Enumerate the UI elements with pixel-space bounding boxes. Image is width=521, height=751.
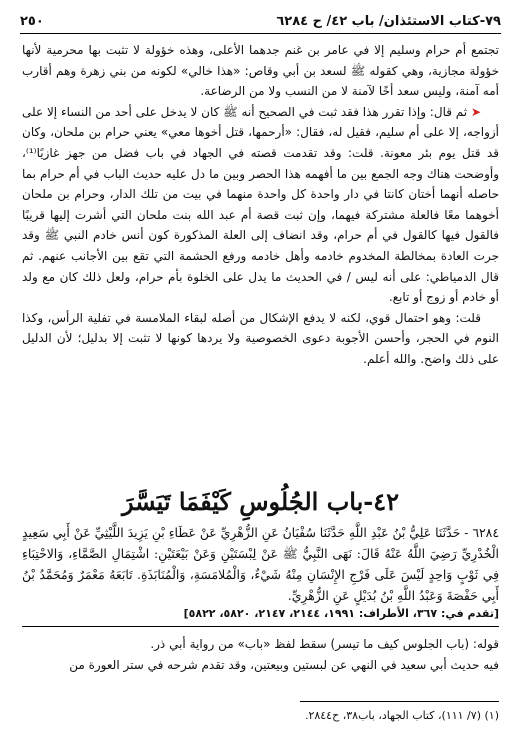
- body-text: [22, 40, 499, 370]
- hadith-paragraph: ٦٢٨٤ - حَدَّثَنَا عَلِيُّ بْنُ عَبْدِ اللَّهِ حَدَّثَنَا سُفْيَانُ عَنِ الزُّهْرِيِّ عَنْ عَطَاءِ بْنِ يَزِيدَ اللَّيْثِيِّ عَنْ أَبِي سَعِيدٍ الْخُدْرِيِّ رَضِيَ اللَّهُ عَنْهُ قَالَ: نَهَى النَّبِيُّ ﷺ عَنْ لِبْسَتَيْنِ وَعَنْ بَيْعَتَيْنِ: اشْتِمَالِ الصَّمَّاءِ، وَالاحْتِبَاءِ فِي ثَوْبٍ وَاحِدٍ لَيْسَ عَلَى فَرْجِ الإِنْسَانِ مِنْهُ شَيْءٌ، وَالْمُلامَسَةِ، وَالْمُنَابَذَةِ. تَابَعَهُ مَعْمَرٌ وَمُحَمَّدُ بْنُ أَبِي حَفْصَةَ وَعَبْدُ اللَّهِ بْنُ بُدَيْلٍ عَنِ الزُّهْرِيِّ.: [22, 525, 499, 603]
- chapter-title: ٤٢-باب الجُلُوسِ كَيْفَمَا تَيَسَّرَ: [121, 487, 400, 516]
- paragraph-2: [22, 102, 499, 308]
- page-number: ٢٥٠: [20, 13, 44, 29]
- commentary: [22, 634, 499, 676]
- cross-reference: [تقدم في: ٣٦٧، الأطراف: ١٩٩١، ٢١٤٤، ٢١٤٧، ٥٨٢٠، ٥٨٢٢]: [183, 607, 499, 620]
- separator-rule: [22, 626, 499, 627]
- paragraph-1: تجتمع أم حرام وسليم إلا في عامر بن غنم جدهما الأعلى، وهذه خؤولة لا تثبت بها محرمية لأنها خؤولة مجازية، وهي كقوله ﷺ لسعد بن أبي وقاص: «هذا خالي» لكونه من بني زهرة وهم أقارب أمه آمنة، وليس سعد أخًا لآمنة لا من النسب ولا من الرضاعة.: [22, 43, 499, 99]
- margin-arrow-icon: ➤: [470, 104, 481, 119]
- hadith-text: [22, 522, 499, 606]
- footnote: (١) (٧/ ١١١)، كتاب الجهاد، باب٣٨، ح٢٨٤٤.: [304, 709, 499, 722]
- paragraph-2-text: ثم قال: وإذا تقرر هذا فقد ثبت في الصحيح أنه ﷺ كان لا يدخل على أحد من النساء إلا على أزواجه، إلا على أم سليم، فقيل له، فقال: «أرحمها، قتل أخوها معي» يعني حرام بن ملحان، وكان قد قتل يوم بئر معونة. قلت: وقد تقدمت قصته في الجهاد في باب فضل من جهز غازيًا⁽¹⁾، وأوضحت هناك وجه الجمع بين ما أفهمه هذا الحصر وبين ما دل عليه حديث الباب في أم حرام بما حاصله أنهما أختان كانتا في دار واحدة كل واحدة منهما في بيت من تلك الدار، وحرام بن ملحان أخوهما معًا فالعلة مشتركة فيهما، وإن ثبت قصة أم عبد الله بنت ملحان التي أشرت إليها قريبًا فالقول فيها كالقول في أم حرام، وقد انضاف إلى العلة المذكورة كون أنس خادم النبي ﷺ وقد جرت العادة بمخالطة المخدوم خادمه وأهل خادمه ورفع الحشمة التي تقع بين الأجانب عنهم. ثم قال الدمياطي: على أنه ليس / في الحديث ما يدل على الخلوة بأم حرام، ولعل ذلك كان مع ولد أو خادم أو زوج أو تابع.: [22, 104, 499, 305]
- running-title: ٧٩-كتاب الاستئذان/ باب ٤٢/ ح ٦٢٨٤: [276, 13, 501, 29]
- header-rule: [20, 33, 501, 34]
- page-header: [20, 10, 501, 32]
- commentary-line-2: فيه حديث أبي سعيد في النهي عن لبستين وبيعتين، وقد تقدم شرحه في ستر العورة من: [69, 658, 499, 672]
- commentary-line-1: قوله: (باب الجلوس كيف ما تيسر) سقط لفظ «باب» من رواية أبي ذر.: [150, 637, 499, 651]
- paragraph-3: قلت: وهو احتمال قوي، لكنه لا يدفع الإشكال من أصله لبقاء الملامسة في تفلية الرأس، وكذا النوم في الحجر، وأحسن الأجوبة دعوى الخصوصية ولا يردها كونها لا تثبت إلا بدليل؛ لأن الدليل على ذلك واضح. والله أعلم.: [22, 310, 499, 366]
- footnote-rule: [300, 701, 499, 702]
